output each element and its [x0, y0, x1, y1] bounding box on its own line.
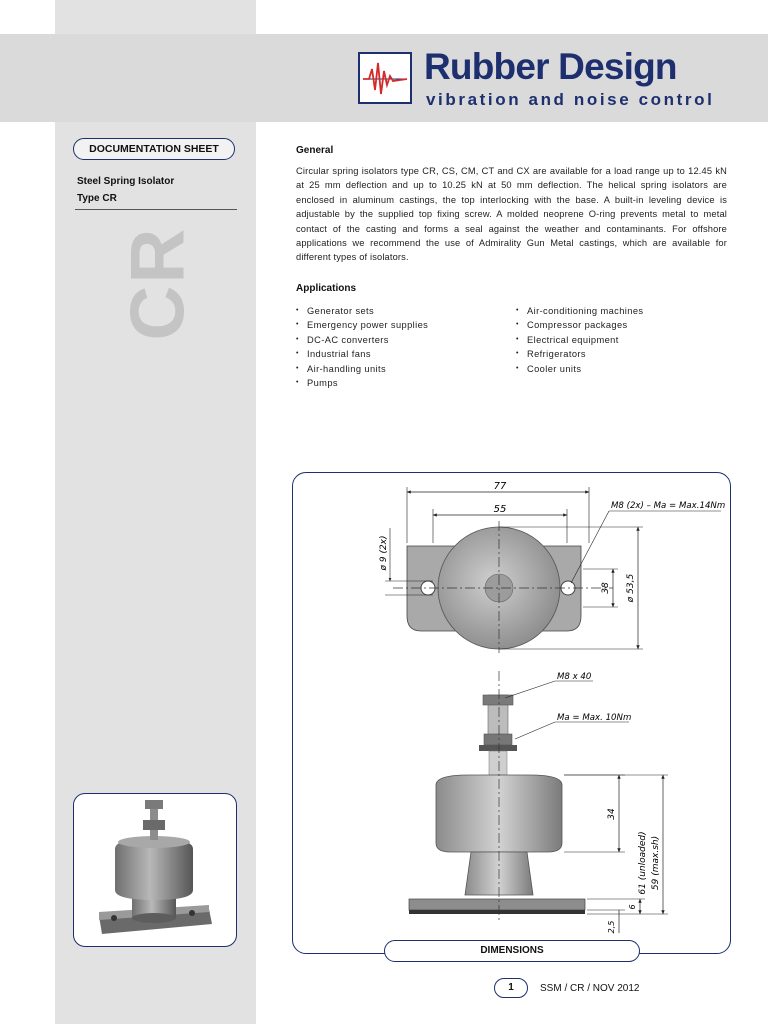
brand-tagline: vibration and noise control	[426, 90, 715, 109]
documentation-sheet-badge: DOCUMENTATION SHEET	[73, 138, 235, 160]
list-item: • DC-AC converters	[296, 333, 428, 347]
note-m8-torque: M8 (2x) – Ma = Max.14Nm	[611, 501, 726, 511]
applications-heading: Applications	[296, 283, 357, 294]
document-code: SSM / CR / NOV 2012	[540, 983, 640, 994]
list-item: • Air-conditioning machines	[516, 304, 643, 318]
dimension-53-5: ø 53,5	[626, 573, 636, 603]
dimensions-label: DIMENSIONS	[384, 940, 640, 962]
type-watermark-text: CR	[115, 226, 201, 341]
dimension-2-5: 2,5	[607, 920, 616, 934]
technical-drawing-frame	[292, 472, 731, 954]
general-heading: General	[296, 145, 334, 156]
product-photo-frame	[73, 793, 237, 947]
product-name: Steel Spring Isolator	[77, 176, 175, 187]
dimension-34: 34	[607, 808, 617, 820]
product-type: Type CR	[77, 193, 117, 204]
brand-name: Rubber Design	[424, 46, 677, 87]
dimension-55: 55	[493, 504, 507, 515]
list-item: • Emergency power supplies	[296, 318, 428, 332]
dimension-59-max: 59 (max.sh)	[651, 835, 661, 891]
list-item: • Compressor packages	[516, 318, 643, 332]
list-item: • Air-handling units	[296, 362, 428, 376]
page-number: 1	[494, 978, 528, 998]
general-paragraph: Circular spring isolators type CR, CS, CM, CT and CX are available for a load range up to 12.45 kN at 25 mm deflection and up to 10.25 kN at 50 mm deflection. The helical spring isolators are enclosed in aluminum castings, the top interlocking with the base. A built-in leveling device is adjustable by the supplied top fixing screw. A molded neoprene O-ring prevents metal to metal contact of the casting and forms a seal against the weather and contaminants. For offshore applications we recommend the use of Admirality Gun Metal castings, which are available for different types of isolators.	[296, 166, 727, 263]
dimension-38: 38	[601, 582, 611, 594]
sidebar-divider	[75, 209, 237, 210]
list-item: • Industrial fans	[296, 347, 428, 361]
applications-list-left	[296, 304, 428, 390]
dimension-77: 77	[493, 481, 507, 492]
seismograph-icon	[358, 52, 412, 104]
applications-list-right	[516, 304, 643, 376]
list-item: • Pumps	[296, 376, 428, 390]
dimension-6: 6	[628, 904, 637, 910]
dimension-drawing	[293, 473, 729, 952]
dimension-hole-diameter: ø 9 (2x)	[379, 535, 389, 571]
list-item: • Electrical equipment	[516, 333, 643, 347]
type-watermark	[115, 226, 205, 341]
list-item: • Refrigerators	[516, 347, 643, 361]
note-m8x40: M8 x 40	[557, 672, 592, 682]
list-item: • Cooler units	[516, 362, 643, 376]
isolator-render-image	[74, 794, 235, 945]
list-item: • Generator sets	[296, 304, 428, 318]
note-torque-10nm: Ma = Max. 10Nm	[557, 713, 632, 723]
dimension-61-unloaded: 61 (unloaded)	[638, 831, 648, 895]
